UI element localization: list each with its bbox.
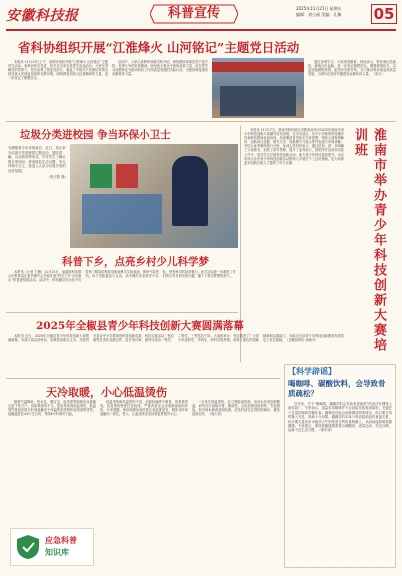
lead-divider — [6, 121, 396, 122]
bottom-logo — [10, 528, 94, 566]
issue-date: 2025年11月21日 星期五 — [296, 6, 342, 11]
lead-photo-group — [220, 86, 296, 116]
vertical-text: 本报讯 11月17日，淮南市科协联合市教育局举办2025年淮南市青少年科技创新大赛辅导员培训班。全市各县区、各中小学校的科技辅导员和科技教师参加培训。培训邀请省内知名专家授课，围绕大赛规则解读、创新项目选题、研究方法、成果撰写与展示等内容进行详细讲解，并结合优秀案例进行分析。参训人员纷纷表示，通过培训，进一步明确了大赛要求，拓宽了指导思路，提升了业务能力，将把所学运用到实际工作中，指导学生开展科技创新活动，助力青少年科技素质提升。本次培训为全市青少年科技创新活动的深入开展打下了良好基础，也为培养更多创新后备人才提供了有力支撑。 — [244, 128, 344, 165]
bottom-divider — [6, 378, 280, 379]
story2-students — [82, 194, 162, 234]
vertical-headline: 淮南市举办青少年科技创新大赛培训班 — [352, 128, 386, 353]
bottom-headline: 天冷取暖，小心低温烫伤 — [46, 386, 167, 399]
bottom-col3: 一旦发生低温烫伤，应立即脱离热源，用凉水冲洗创面降温，切勿自行涂抹牙膏、酱油等，以免加重创面损伤、引起感染。如出现水疱或创面较深，应及时前往正规医院就诊，避免延误治疗。（周大伟） — [192, 400, 280, 417]
newspaper-logo: 安徽科技报 — [6, 8, 79, 24]
bottom-logo-line1: 应急科普 — [45, 536, 77, 545]
lead-col4: 通过参观学习，大家深受教育，纷纷表示，要传承红色基因，赓续红色血脉，进一步坚定理想信念，增强使命担当，以更加饱满的热情、更加务实的作风，全力推动科协事业高质量发展，为现代化美好安徽建设贡献科协力量。（宋平） — [308, 60, 396, 77]
bottom-logo-line2: 知识库 — [45, 548, 69, 557]
story2-person — [172, 156, 208, 226]
bottom-col2: 低温烫伤和高温烫伤不同，创面疼痛感不明显，常常被忽视，但其烫伤程度往往较深，严重者甚至会造成深部组织坏死。专家提醒，使用取暖用品时要注意温度适宜，避免长时间接触同一部位，老人、儿童及感觉迟钝者更要格外小心。 — [100, 400, 188, 417]
page-number — [371, 4, 397, 24]
lead-photo — [212, 58, 304, 118]
story3-text: 本报讯（记者 王楠）11月15日，巢湖市科协联合市教育局在某乡镇中心学校开展“科学下乡·点亮童心”科普进校园活动。活动中，科技辅导员为孩子们带来了精彩的科普讲座和科学实验表演，现场气氛热烈。孩子们积极参与互动，亲手操作各类科学小实验，感受科学的神奇魅力。此次活动进一步激发了乡村青少年对科学的兴趣，播下了科学梦想的种子。 — [8, 270, 236, 283]
story2-caption: 为增强青少年环保意识，近日，某区举办垃圾分类进校园主题活动，通过讲解、互动游戏等形式，引导学生了解垃圾分类知识，养成绿色生活习惯，争当环保小卫士，营造人人参与垃圾分类的良好氛围。 （张天阳 摄） — [8, 146, 68, 179]
story2-photo — [70, 144, 238, 248]
science-text: 近年来，关于“喝咖啡、碳酸饮料会导致骨质疏松”的说法在网络上流传甚广。专家表示，适量饮用咖啡并不会直接导致骨质疏松，关键在于总量控制和均衡饮食。咖啡因可能会轻微增加钙的排出，但只要日常钙摄入充足，影响十分有限。碳酸饮料本身与骨质疏松没有直接关系，但长期大量饮用可能挤占牛奶等富含钙的食物摄入，从而间接影响骨骼健康。专家建议，保持骨骼健康需要合理膳食、适量运动、充足日晒，远离不良生活习惯。（陈东诗） — [288, 402, 392, 433]
story2-headline: 垃圾分类进校园 争当环保小卫士 — [20, 129, 171, 141]
masthead-rule — [6, 29, 396, 31]
science-headline: 喝咖啡、碳酸饮料，会导致骨质疏松？ — [288, 379, 386, 398]
story3-headline: 科普下乡，点亮乡村少儿科学梦 — [62, 256, 209, 268]
shield-icon — [15, 534, 41, 560]
page-number-label: 05 — [373, 5, 395, 23]
story3-divider — [6, 312, 238, 313]
bottom-col1: 随着气温降低，热水袋、暖宝宝、电热毯等取暖用品逐渐走进千家万户。但如果使用不当，很容易造成低温烫伤。低温烫伤是指皮肤长时间接触高于体温的低热物体而造成的烫伤，接触温度在44℃左右时，持续6小时即可引起。 — [8, 400, 96, 417]
lead-col2: 活动中，大家认真聆听讲解员的介绍，深刻感悟革命先烈不屈不挠、英勇斗争的崇高精神，纷纷表示要从中汲取奋进力量，切实把学习成果转化为推动科协工作高质量发展的实际行动，为建设科技强省贡献科协力量。 — [112, 60, 208, 77]
lead-headline: 省科协组织开展“江淮烽火 山河铭记”主题党日活动 — [18, 40, 300, 55]
lead-col1: 本报讯 11月13日上午，省科协组织开展“江淮烽火 山河铭记”主题党日活动。省科协机关党委、机关各支部全体党员参加活动。大家在讲解员的带领下，依次参观了展览各部分，重温了中国共产党团结带领全国各族人民浴血奋战的光辉历程，深刻感受到伟大抗战精神的力量，进一步坚定了理想信念。 — [8, 60, 108, 81]
lead-photo-banner — [212, 62, 304, 72]
story4-headline: 2025年全椒县青少年科技创新大赛圆满落幕 — [36, 320, 244, 332]
story4-text: 本报讯 近日，2025年全椒县青少年科技创新大赛圆满落幕。本届大赛由县科协、县教育局联合主办，共收到全县各中小学推荐的科技创新成果、科技实践活动、科幻画等各类作品数百件。经专家评审，最终评选出一等奖、二等奖、三等奖若干项。大赛的举办，有效激发了广大青少年爱科学、学科学、用科学的热情，培养了他们的创新精神和实践能力，为推动全县青少年科技创新教育发展奠定了坚实基础。（全椒县科协 孙晓平） — [8, 334, 344, 343]
story2-bin-green — [90, 164, 112, 188]
issue-meta — [296, 6, 342, 18]
masthead — [0, 0, 402, 30]
science-tag: 【科学辟谣】 — [288, 367, 336, 376]
section-label: 科普宣传 — [167, 6, 220, 21]
story2-bin-red — [116, 164, 138, 188]
issue-editor: 编辑：刘小丽 美编：孔黎 — [296, 12, 342, 17]
section-title — [150, 3, 238, 25]
